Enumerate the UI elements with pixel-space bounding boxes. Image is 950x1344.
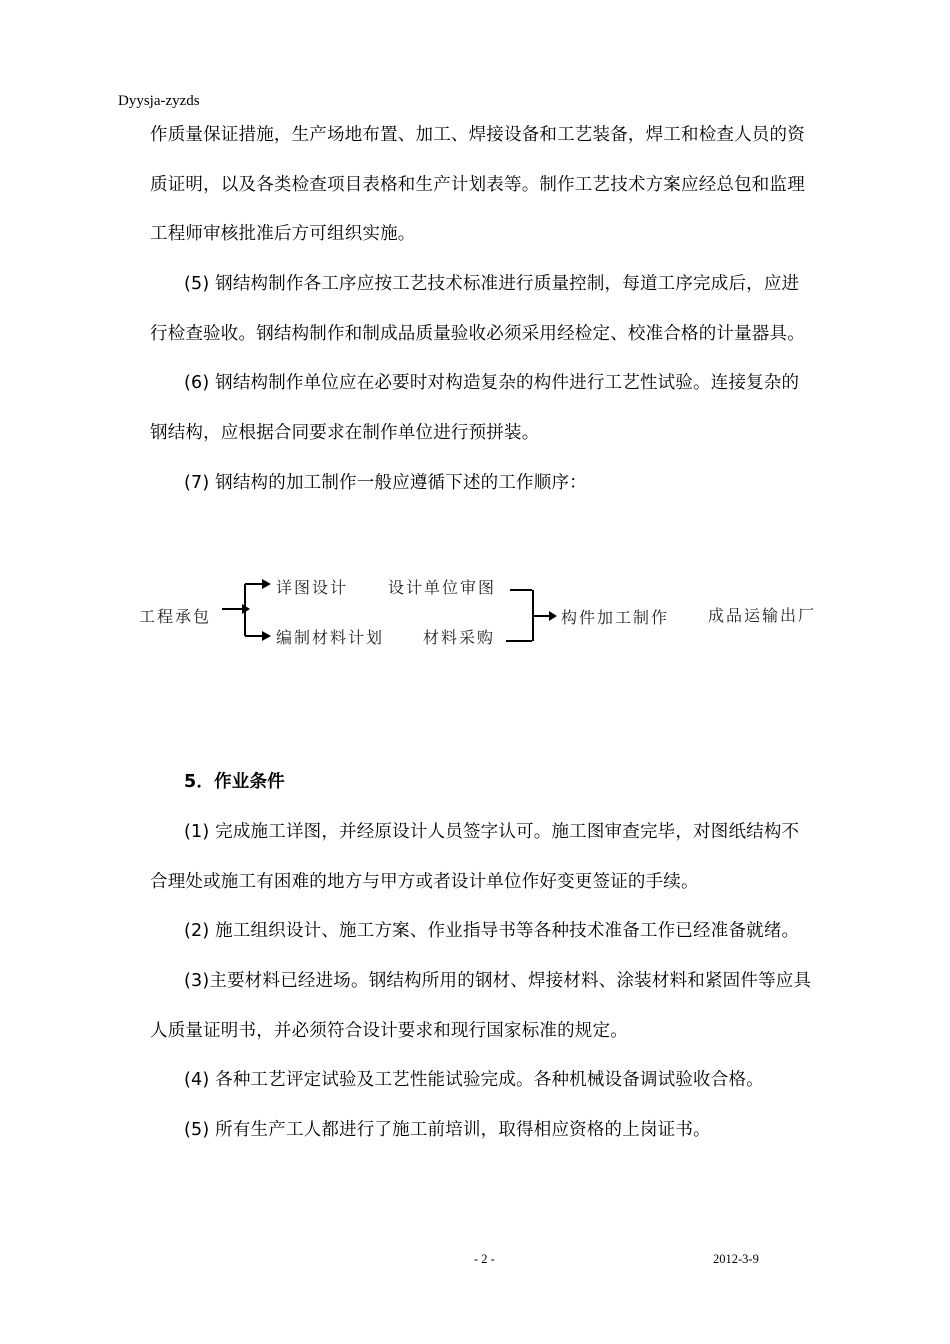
section-line-2: 合理处或施工有困难的地方与甲方或者设计单位作好变更签证的手续。 (150, 872, 699, 892)
arrow-right-icon (549, 611, 557, 621)
flow-upper-step2: 设计单位审图 (388, 578, 497, 597)
section-line-4: (3)主要材料已经进场。钢结构所用的钢材、焊接材料、涂装材料和紧固件等应具 (184, 971, 812, 991)
body-line-2: 质证明，以及各类检查项目表格和生产计划表等。制作工艺技术方案应经总包和监理 (150, 175, 805, 195)
arrow-right-icon (262, 579, 271, 589)
section-line-1: (1) 完成施工详图，并经原设计人员签字认可。施工图审查完毕，对图纸结构不 (184, 822, 800, 842)
section-heading: 5．作业条件 (184, 772, 285, 792)
arrow-right-icon (262, 631, 271, 641)
body-line-4: (5) 钢结构制作各工序应按工艺技术标准进行质量控制，每道工序完成后，应进 (184, 274, 800, 294)
body-line-1: 作质量保证措施，生产场地布置、加工、焊接设备和工艺装备，焊工和检查人员的资 (150, 125, 805, 145)
section-line-7: (5) 所有生产工人都进行了施工前培训，取得相应资格的上岗证书。 (184, 1120, 711, 1140)
flow-start: 工程承包 (139, 607, 212, 626)
section-line-3: (2) 施工组织设计、施工方案、作业指导书等各种技术准备工作已经准备就绪。 (184, 921, 800, 941)
flow-merge: 构件加工制作 (561, 608, 670, 627)
section-line-6: (4) 各种工艺评定试验及工艺性能试验完成。各种机械设备调试验收合格。 (184, 1070, 764, 1090)
body-line-5: 行检查验收。钢结构制作和制成品质量验收必须采用经检定、校准合格的计量器具。 (150, 324, 805, 344)
page-number: - 2 - (474, 1252, 495, 1266)
document-code: Dyysja-zyzds (118, 93, 200, 109)
body-line-6: (6) 钢结构制作单位应在必要时对构造复杂的构件进行工艺性试验。连接复杂的 (184, 373, 800, 393)
flow-lower-step2: 材料采购 (423, 628, 496, 647)
footer-date: 2012-3-9 (713, 1252, 759, 1266)
section-line-5: 人质量证明书，并必须符合设计要求和现行国家标准的规定。 (150, 1021, 628, 1041)
flow-upper-step1: 详图设计 (276, 578, 349, 597)
body-line-3: 工程师审核批准后方可组织实施。 (150, 224, 416, 244)
flow-lower-step1: 编制材料计划 (276, 628, 385, 647)
body-line-7: 钢结构，应根据合同要求在制作单位进行预拼装。 (150, 423, 540, 443)
body-line-8: (7) 钢结构的加工制作一般应遵循下述的工作顺序： (184, 473, 587, 493)
flow-end: 成品运输出厂 (708, 606, 817, 625)
